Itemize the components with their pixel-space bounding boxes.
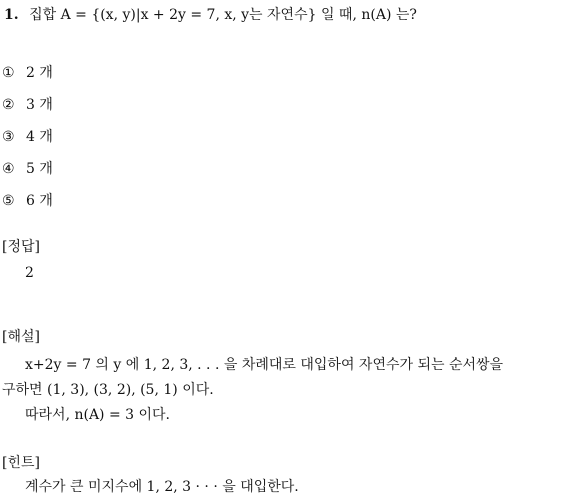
choice-item[interactable] <box>2 160 53 178</box>
choice-mark: ① <box>2 65 15 81</box>
answer-heading: [정답] <box>2 239 40 255</box>
explanation-line: 따라서, n(A) = 3 이다. <box>25 407 171 423</box>
choice-mark: ④ <box>2 161 15 177</box>
choice-item[interactable] <box>2 192 53 210</box>
choice-text: 5 개 <box>26 161 53 177</box>
choice-text: 2 개 <box>26 65 53 81</box>
explanation-line: x+2y = 7 의 y 에 1, 2, 3, . . . 을 차례대로 대입하여 자연수가 되는 순서쌍을 <box>25 357 504 373</box>
choice-item[interactable] <box>2 96 53 114</box>
explanation-line: 구하면 (1, 3), (3, 2), (5, 1) 이다. <box>2 382 214 398</box>
choice-mark: ⑤ <box>2 193 15 209</box>
answer-value: 2 <box>25 265 34 281</box>
choice-mark: ② <box>2 97 15 113</box>
choice-item[interactable] <box>2 64 53 82</box>
question-line <box>4 6 417 24</box>
choice-text: 3 개 <box>26 97 53 113</box>
explanation-heading: [해설] <box>2 329 40 345</box>
hint-heading: [힌트] <box>2 455 40 471</box>
question-number: 1. <box>4 7 19 23</box>
hint-text: 계수가 큰 미지수에 1, 2, 3 · · · 을 대입한다. <box>25 479 299 495</box>
choice-mark: ③ <box>2 129 15 145</box>
choice-text: 6 개 <box>26 193 53 209</box>
question-text: 집합 A = {(x, y)|x + 2y = 7, x, y는 자연수} 일 때, n(A) 는? <box>29 7 417 23</box>
choice-item[interactable] <box>2 128 53 146</box>
choice-text: 4 개 <box>26 129 53 145</box>
